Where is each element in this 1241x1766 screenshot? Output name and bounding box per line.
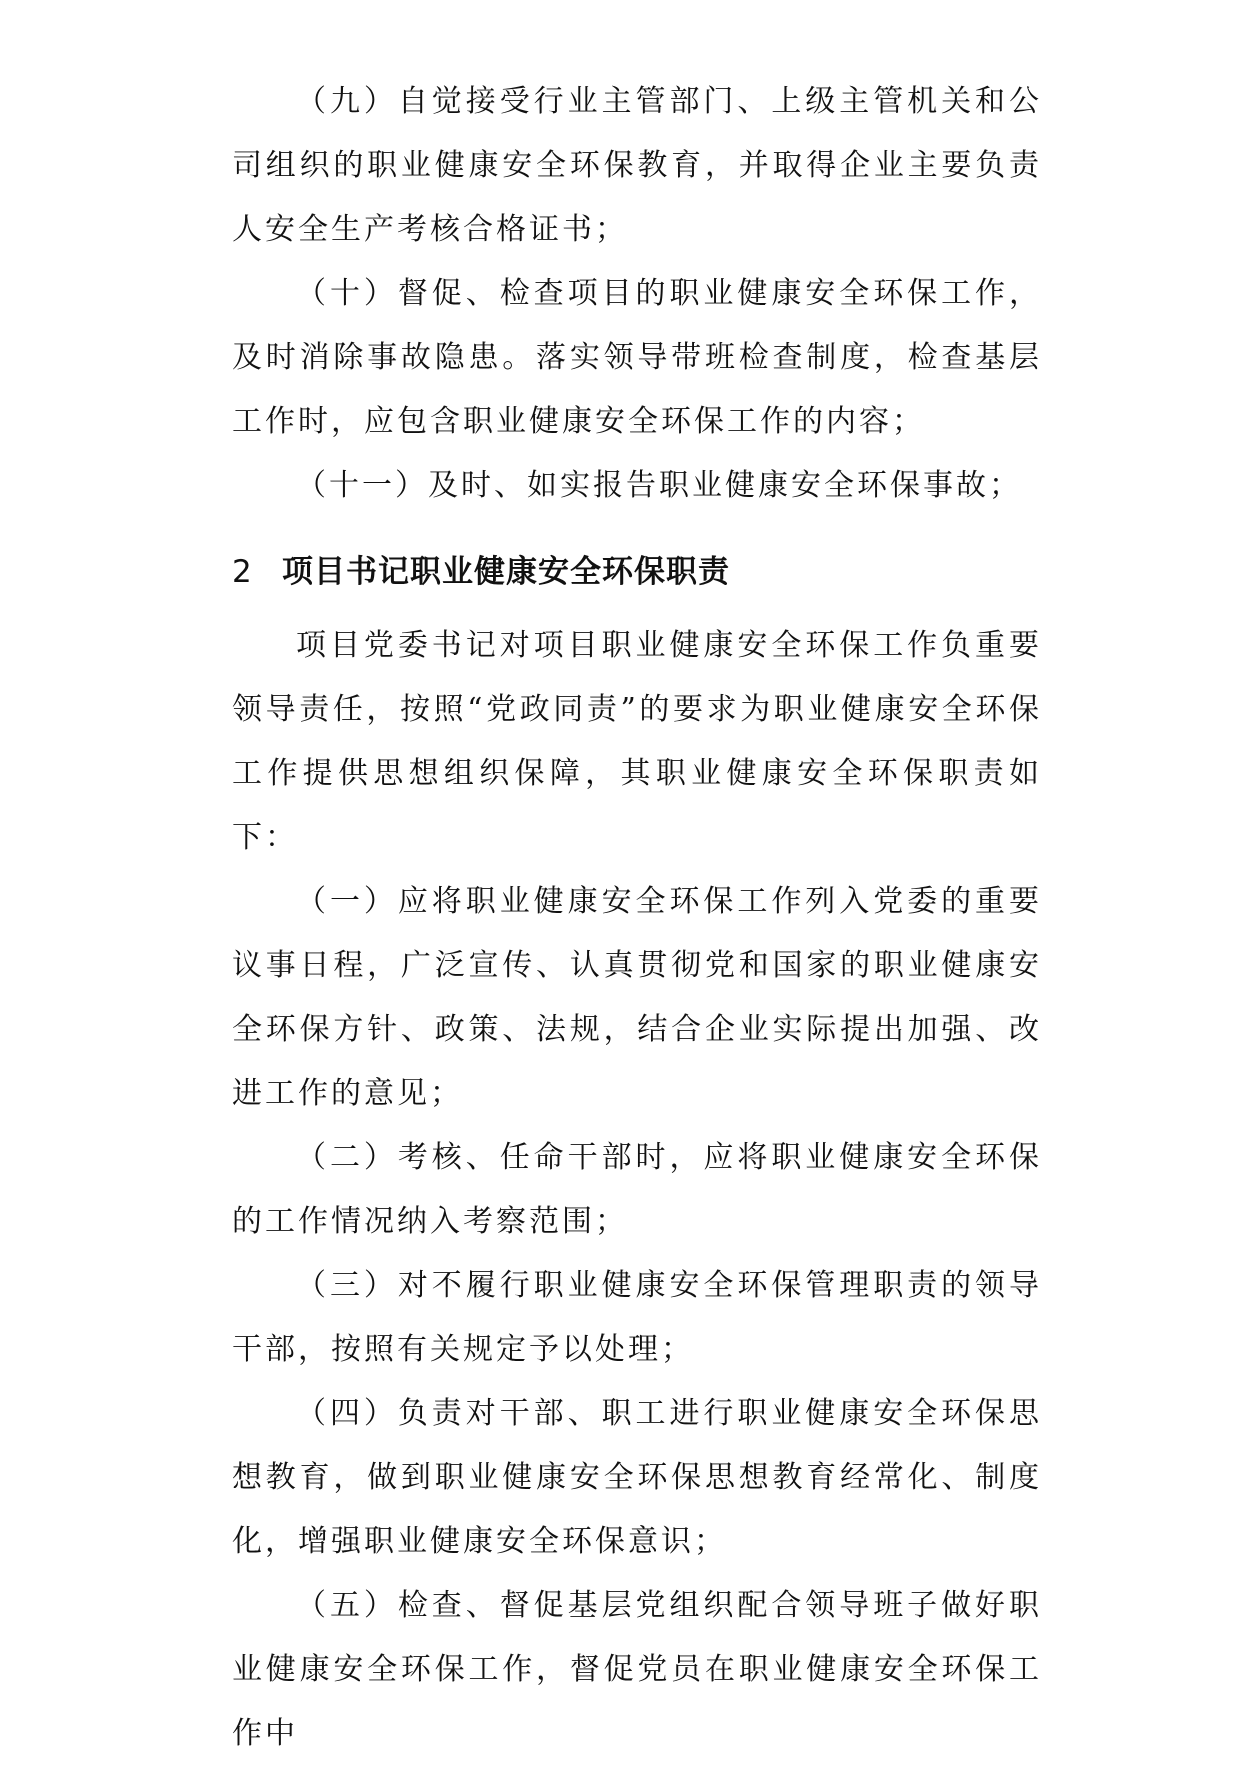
duty-item-3: （三）对不履行职业健康安全环保管理职责的领导干部，按照有关规定予以处理； bbox=[232, 1268, 1042, 1367]
section-title: 项目书记职业健康安全环保职责 bbox=[282, 554, 730, 590]
section-number: 2 bbox=[232, 554, 253, 590]
paragraph-item-9: （九）自觉接受行业主管部门、上级主管机关和公司组织的职业健康安全环保教育，并取得企业主要负责人安全生产考核合格证书； bbox=[232, 84, 1042, 247]
paragraph-item-10: （十）督促、检查项目的职业健康安全环保工作，及时消除事故隐患。落实领导带班检查制度，检查基层工作时，应包含职业健康安全环保工作的内容； bbox=[232, 276, 1042, 439]
section-intro-paragraph: 项目党委书记对项目职业健康安全环保工作负重要领导责任，按照“党政同责”的要求为职业健康安全环保工作提供思想组织保障，其职业健康安全环保职责如下： bbox=[232, 628, 1042, 855]
duty-item-1: （一）应将职业健康安全环保工作列入党委的重要议事日程，广泛宣传、认真贯彻党和国家的职业健康安全环保方针、政策、法规，结合企业实际提出加强、改进工作的意见； bbox=[232, 884, 1042, 1111]
section-heading bbox=[232, 540, 1042, 604]
document-page bbox=[232, 70, 1042, 1766]
duty-item-5: （五）检查、督促基层党组织配合领导班子做好职业健康安全环保工作，督促党员在职业健康安全环保工作中 bbox=[232, 1588, 1042, 1751]
duty-item-2: （二）考核、任命干部时，应将职业健康安全环保的工作情况纳入考察范围； bbox=[232, 1140, 1042, 1239]
duty-item-4: （四）负责对干部、职工进行职业健康安全环保思想教育，做到职业健康安全环保思想教育经常化、制度化，增强职业健康安全环保意识； bbox=[232, 1396, 1042, 1559]
paragraph-item-11: （十一）及时、如实报告职业健康安全环保事故； bbox=[296, 468, 1022, 503]
